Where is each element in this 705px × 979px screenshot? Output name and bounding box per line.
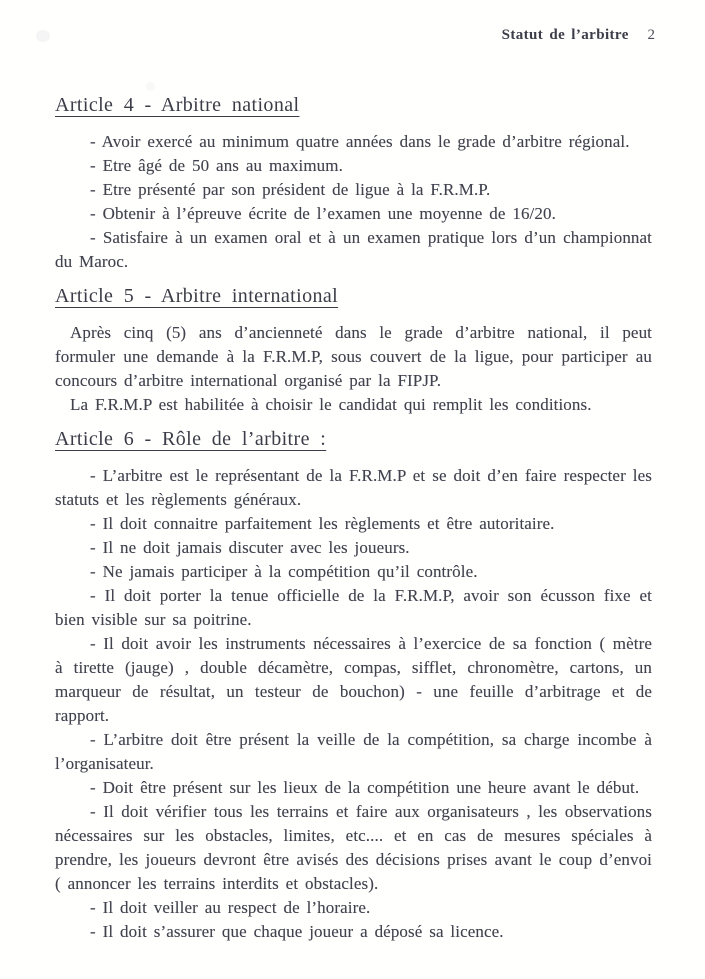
paragraph: Après cinq (5) ans d’ancienneté dans le grade d’arbitre national, il peut formuler une demande à la F.R.M.P, sous couvert de la ligue, pour participer au concours d’arbitre international organisé par la FIPJP. xyxy=(55,323,652,390)
bullet-item: - L’arbitre est le représentant de la F.R.M.P et se doit d’en faire respecter les statuts et les règlements généraux. xyxy=(55,466,652,509)
article-6 xyxy=(55,428,652,944)
bullet-item: - Etre présenté par son président de ligue à la F.R.M.P. xyxy=(90,180,491,199)
paragraph: La F.R.M.P est habilitée à choisir le candidat qui remplit les conditions. xyxy=(70,395,592,414)
article-5 xyxy=(55,285,652,417)
bullet-item: - Il doit vérifier tous les terrains et faire aux organisateurs , les observations nécessaires sur les obstacles, limites, etc.... et en cas de mesures spéciales à prendre, les joueurs devront être avisés des décisions prises avant le coup d’envoi ( annoncer les terrains interdits et obstacles). xyxy=(55,802,652,893)
page-header xyxy=(502,27,655,44)
bullet-item: - Doit être présent sur les lieux de la compétition une heure avant le début. xyxy=(90,778,640,797)
article-heading: Article 4 - Arbitre national xyxy=(55,94,300,116)
article-4 xyxy=(55,94,652,274)
bullet-item: - Il doit connaitre parfaitement les règlements et être autoritaire. xyxy=(90,514,555,533)
bullet-item: - Il doit porter la tenue officielle de la F.R.M.P, avoir son écusson fixe et bien visible sur sa poitrine. xyxy=(55,586,652,629)
bullet-item: - Ne jamais participer à la compétition qu’il contrôle. xyxy=(90,562,478,581)
article-heading: Article 5 - Arbitre international xyxy=(55,285,339,307)
page-number: 2 xyxy=(647,27,655,43)
scan-artifact xyxy=(36,30,50,42)
bullet-item: - Satisfaire à un examen oral et à un examen pratique lors d’un championnat du Maroc. xyxy=(55,228,652,271)
bullet-item: - Il doit veiller au respect de l’horaire. xyxy=(90,898,371,917)
bullet-item: - Obtenir à l’épreuve écrite de l’examen une moyenne de 16/20. xyxy=(90,204,556,223)
article-heading: Article 6 - Rôle de l’arbitre : xyxy=(55,428,327,450)
bullet-item: - Il doit s’assurer que chaque joueur a déposé sa licence. xyxy=(90,922,504,941)
bullet-item: - Il doit avoir les instruments nécessaires à l’exercice de sa fonction ( mètre à tirette (jauge) , double décamètre, compas, sifflet, chronomètre, cartons, un marqueur de résultat, un testeur de bouchon) - une feuille d’arbitrage et de rapport. xyxy=(55,634,652,725)
bullet-item: - L’arbitre doit être présent la veille de la compétition, sa charge incombe à l’organisateur. xyxy=(55,730,652,773)
bullet-item: - Etre âgé de 50 ans au maximum. xyxy=(90,156,343,175)
scan-artifact xyxy=(146,82,155,91)
document-title: Statut de l’arbitre xyxy=(501,27,629,43)
bullet-item: - Il ne doit jamais discuter avec les joueurs. xyxy=(90,538,410,557)
bullet-item: - Avoir exercé au minimum quatre années dans le grade d’arbitre régional. xyxy=(90,132,630,151)
document-body xyxy=(55,94,652,944)
